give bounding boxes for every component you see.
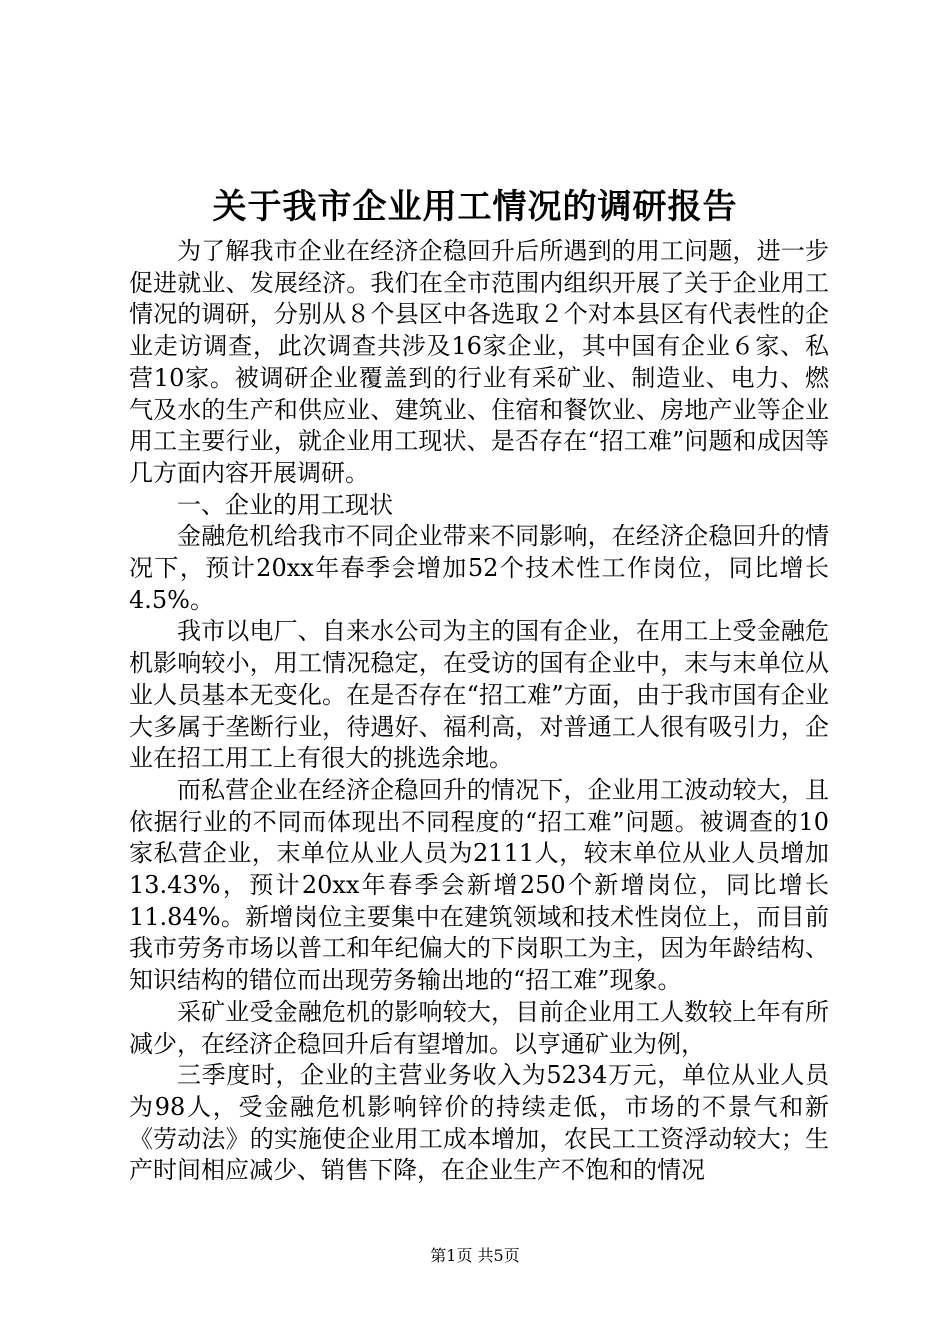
page-indicator: 第1页 共5页 xyxy=(430,1246,520,1265)
paragraph-overview: 金融危机给我市不同企业带来不同影响，在经济企稳回升的情况下，预计20xx年春季会增加52个技术性工作岗位，同比增长4.5%。 xyxy=(129,522,829,614)
document-title: 关于我市企业用工情况的调研报告 xyxy=(212,187,738,227)
document-body xyxy=(129,236,829,1187)
section-heading: 一、企业的用工现状 xyxy=(177,490,393,519)
paragraph-third-quarter: 三季度时，企业的主营业务收入为5234万元，单位从业人员为98人，受金融危机影响锌价的持续走低，市场的不景气和新《劳动法》的实施使企业用工成本增加，农民工工资浮动较大；生产时间相应减少、销售下降，在企业生产不饱和的情况 xyxy=(129,1061,829,1185)
paragraph-private: 而私营企业在经济企稳回升的情况下，企业用工波动较大，且依据行业的不同而体现出不同程度的“招工难”问题。被调查的10家私营企业，末单位从业人员为2111人，较末单位从业人员增加13.43%，预计20xx年春季会新增250个新增岗位，同比增长11.84%。新增岗位主要集中在建筑领域和技术性岗位上，而目前我市劳务市场以普工和年纪偏大的下岗职工为主，因为年龄结构、知识结构的错位而出现劳务输出地的“招工难”现象。 xyxy=(129,775,829,995)
paragraph-state-owned: 我市以电厂、自来水公司为主的国有企业，在用工上受金融危机影响较小，用工情况稳定，在受访的国有企业中，末与末单位从业人员基本无变化。在是否存在“招工难”方面，由于我市国有企业大多属于垄断行业，待遇好、福利高，对普通工人很有吸引力，企业在招工用工上有很大的挑选余地。 xyxy=(129,617,829,773)
paragraph-mining: 采矿业受金融危机的影响较大，目前企业用工人数较上年有所减少，在经济企稳回升后有望增加。以亨通矿业为例， xyxy=(129,997,829,1058)
paragraph-intro: 为了解我市企业在经济企稳回升后所遇到的用工问题，进一步促进就业、发展经济。我们在全市范围内组织开展了关于企业用工情况的调研，分别从８个县区中各选取２个对本县区有代表性的企业走访调查，此次调查共涉及16家企业，其中国有企业６家、私营10家。被调研企业覆盖到的行业有采矿业、制造业、电力、燃气及水的生产和供应业、建筑业、住宿和餐饮业、房地产业等企业用工主要行业，就企业用工现状、是否存在“招工难”问题和成因等几方面内容开展调研。 xyxy=(129,237,829,487)
